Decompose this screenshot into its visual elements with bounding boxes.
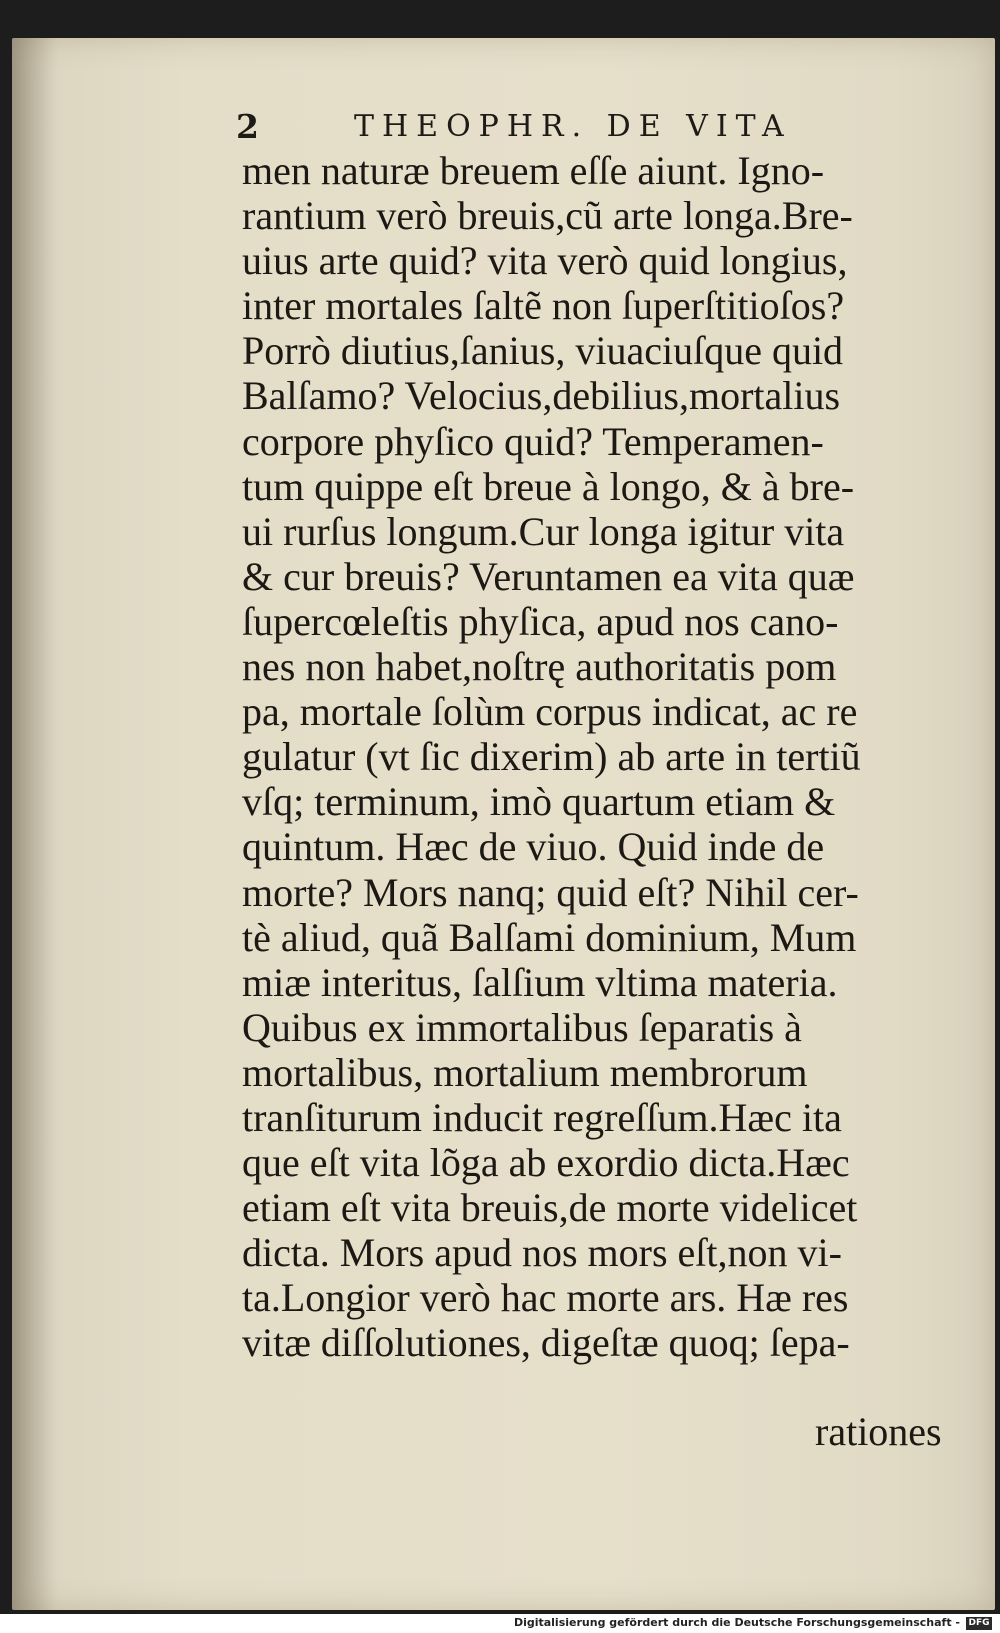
running-head [236, 107, 836, 147]
running-title: THEOPHR. DE VITA [354, 109, 792, 144]
text-line: quintum. Hæc de viuo. Quid inde de [242, 824, 825, 870]
text-line: etiam eſt vita breuis,de morte videlicet [242, 1185, 858, 1231]
text-line: pa, mortale ſolùm corpus indicat, ac re [242, 689, 858, 735]
text-line: ui rurſus longum.Cur longa igitur vita [242, 508, 845, 554]
text-line: & cur breuis? Veruntamen ea vita quæ [242, 553, 855, 599]
text-line: inter mortales ſaltẽ non ſuperſtitioſos? [242, 283, 845, 329]
text-line: Balſamo? Velocius,debilius,mortalius [242, 373, 841, 419]
text-line: vitæ diſſolutiones, digeſtæ quoq; ſepa- [242, 1320, 850, 1366]
text-line: dicta. Mors apud nos mors eſt,non vi- [242, 1230, 842, 1276]
text-line: tranſiturum inducit regreſſum.Hæc ita [242, 1094, 842, 1140]
digitization-footer [0, 1614, 1000, 1633]
text-line: miæ interitus, ſalſium vltima materia. [242, 959, 838, 1005]
text-line: nes non habet,noſtrę authoritatis pom [242, 644, 837, 690]
text-line: men naturæ breuem eſſe aiunt. Igno- [242, 148, 825, 193]
text-line: Quibus ex immortalibus ſeparatis à [242, 1004, 802, 1050]
text-line: que eſt vita lõga ab exordio dicta.Hæc [242, 1140, 850, 1186]
text-line: vſq; terminum, imò quartum etiam & [242, 779, 836, 825]
text-line: gulatur (vt ſic dixerim) ab arte in tertiũ [242, 734, 861, 780]
text-line: mortalibus, mortalium membrorum [242, 1049, 808, 1095]
text-line: ſupercœleſtis phyſica, apud nos cano- [242, 598, 839, 644]
funding-credit: Digitalisierung gefördert durch die Deutsche Forschungsgemeinschaft - [513, 1616, 960, 1629]
gutter-shadow [12, 38, 58, 1610]
text-line: ta.Longior verò hac morte ars. Hæ res [242, 1275, 849, 1321]
text-line: tum quippe eſt breue à longo, & à bre- [242, 463, 855, 509]
body-text [242, 148, 962, 1366]
catchword: rationes [815, 1409, 942, 1454]
text-line: uius arte quid? vita verò quid longius, [242, 238, 848, 284]
text-line: morte? Mors nanq; quid eſt? Nihil cer- [242, 869, 859, 915]
text-line: rantium verò breuis,cũ arte longa.Bre- [242, 193, 853, 239]
text-line: Porrò diutius,ſanius, viuaciuſque quid [242, 328, 844, 374]
dfg-logo: DFG [966, 1617, 992, 1630]
text-line: corpore phyſico quid? Temperamen- [242, 418, 824, 464]
text-line: tè aliud, quã Balſami dominium, Mum [242, 914, 857, 960]
page-number: 2 [236, 107, 259, 146]
